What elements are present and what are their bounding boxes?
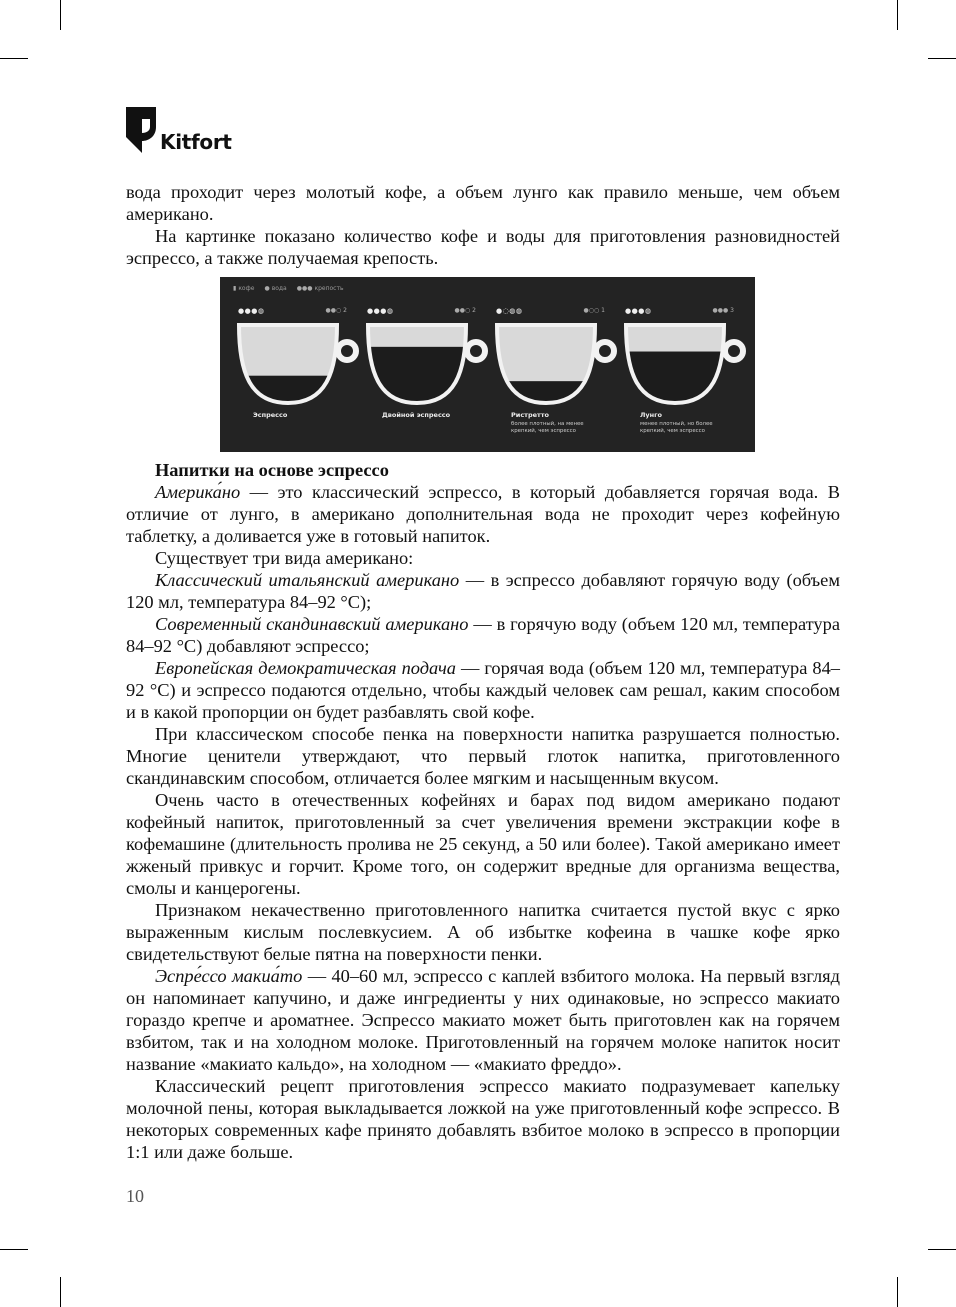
crop-mark [928,1249,956,1250]
paragraph-text: — 40–60 мл, эспрессо с каплей взбитого молока. На первый взгляд он напоминает капучино, и даже ингредиенты у них одинаковые, но эспрессо макиато гораздо крепче и ароматнее. Эспрессо макиато может быть приготовлен как на горячем взбитом, так и на холодном молоке. Приготовленный на горячем молоке напиток носит название «макиато кальдо», на холодном — «макиато фреддо». [126,966,840,1074]
strength-indicator: ●●○ 2 [325,307,347,314]
paragraph-text: При классическом способе пенка на поверхности напитка разрушается полностью. Многие ценители утверждают, что первый глоток напитка, приготовленного скандинавским способом, отличается более мягким и насыщенным вкусом. [126,724,840,788]
paragraph-text: — горячая вода (объем 120 мл, температура 84–92 °С) и эспрессо подаются отдельно, чтобы каждый человек сам решал, каким способом и в какой пропорции он будет разбавлять свой кофе. [126,658,840,722]
strength-indicator: ●○○ 1 [583,307,605,314]
cup-double-espresso [354,303,482,451]
crop-mark [60,0,61,30]
intro-paragraph: вода проходит через молотый кофе, а объем лунго как правило меньше, чем объем американо. [126,182,840,224]
coffee-fill [497,381,595,403]
brand-name: Kitfort [160,130,232,154]
cup-icon [491,319,621,409]
legend-coffee: кофе [238,285,255,292]
strength-indicator: ●●● 3 [712,307,734,314]
crop-mark [0,58,28,59]
coffee-infographic [220,277,755,452]
term-classic-americano: Классический итальянский американо [155,570,460,590]
cup-name: Эспрессо [253,411,288,419]
dose-icons: ●◌◍◍ [496,307,523,315]
water-drop-icon: ● [264,285,270,292]
cup-name: Лунго [640,411,662,419]
brand-logo [126,107,232,153]
strength-indicator: ●●○ 2 [454,307,476,314]
paragraph-text: Признаком некачественно приготовленного напитка считается пустой вкус с ярко выраженным кислым послевкусием. А об избытке кофеина в чашке кофе ярко свидетельствуют белые пятна на поверхности пенки. [126,900,840,964]
crop-mark [897,0,898,30]
cup-ristretto [483,303,611,451]
term-european-serving: Европейская демократическая подача [155,658,456,678]
term-americano: Америка́но [155,482,241,502]
cup-note: более плотный, на менее крепкий, чем эспрессо [511,421,584,434]
intro-paragraph: На картинке показано количество кофе и воды для приготовления разновидностей эспрессо, а также получаемая крепость. [126,226,840,268]
term-macchiato: Эспре́ссо макиа́то [155,966,303,986]
brand-logo-icon [126,107,156,153]
legend [233,285,344,292]
page-number: 10 [126,1186,144,1206]
paragraph-text: Классический рецепт приготовления эспрессо макиато подразумевает капельку молочной пены, которая выкладывается ложкой на уже приготовленный кофе эспрессо. В некоторых современных кафе принято добавлять взбитое молоко в эспрессо в пропорции 1:1 или даже больше. [126,1076,840,1162]
paragraph-text: Существует три вида американо: [155,548,414,568]
crop-mark [897,1277,898,1307]
cup-espresso [225,303,353,451]
legend-water: вода [271,285,287,292]
dose-icons: ●●●◍ [238,307,265,315]
crop-mark [60,1277,61,1307]
dose-icons: ●●●◍ [367,307,394,315]
crop-mark [928,58,956,59]
cup-lungo [612,303,740,451]
coffee-fill [368,347,466,403]
legend-strength: крепость [314,285,344,292]
coffee-bean-icon: ▮ [233,285,237,292]
paragraph-text: — в горячую воду (объем 120 мл, температура 84–92 °С) добавляют эспрессо; [126,614,840,656]
cup-icon [362,319,492,409]
main-text [126,459,840,1163]
term-scandinavian-americano: Современный скандинавский американо [155,614,469,634]
intro-text [126,181,840,269]
cup-icon [233,319,363,409]
strength-dots-icon: ●●● [296,285,313,292]
cup-icon [620,319,750,409]
paragraph-text: — в эспрессо добавляют горячую воду (объем 120 мл, температура 84–92 °С); [126,570,840,612]
cup-note: менее плотный, но более крепкий, чем эспрессо [640,421,713,434]
coffee-fill [626,352,724,403]
paragraph-text: Очень часто в отечественных кофейнях и барах под видом американо подают кофейный напиток, приготовленный за счет увеличения времени экстракции кофе в кофемашине (длительность пролива не 25 секунд, а 50 или более). Такой американо имеет жженый привкус и горчит. Кроме того, он содержит вредные для организма вещества, смолы и канцерогены. [126,790,840,898]
paragraph-text: — это классический эспрессо, в который добавляется горячая вода. В отличие от лунго, в американо дополнительная вода не проходит через кофейную таблетку, а доливается уже в готовый напиток. [126,482,840,546]
section-heading: Напитки на основе эспрессо [155,460,389,480]
crop-mark [0,1249,28,1250]
cup-name: Ристретто [511,411,550,419]
cup-name: Двойной эспрессо [382,411,451,419]
cup-handle [725,342,743,360]
dose-icons: ●●●◍ [625,307,652,315]
